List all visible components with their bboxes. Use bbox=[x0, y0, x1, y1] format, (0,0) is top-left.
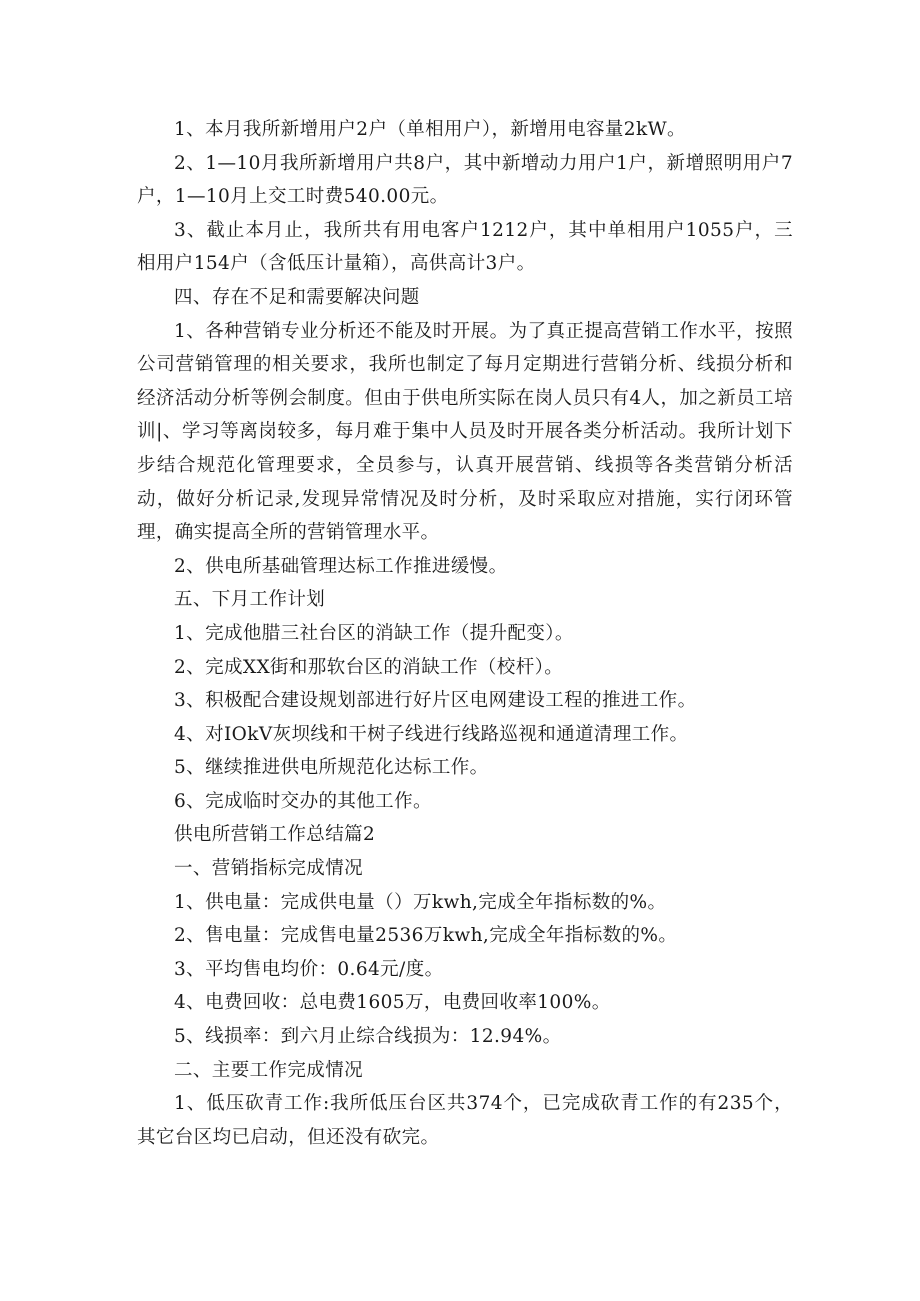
paragraph: 1、供电量：完成供电量（）万kwh,完成全年指标数的%。 bbox=[174, 891, 667, 913]
section-heading: 四、存在不足和需要解决问题 bbox=[174, 286, 420, 308]
paragraph: 1、本月我所新增用户2户（单相用户），新增用电容量2kW。 bbox=[174, 119, 686, 140]
paragraph: 3、平均售电均价：0.64元/度。 bbox=[174, 958, 444, 980]
paragraph: 2、售电量：完成售电量2536万kwh,完成全年指标数的%。 bbox=[174, 925, 678, 947]
paragraph: 3、截止本月止，我所共有用电客户1212户，其中单相用户1055户，三相用户154户（含低压计量箱），高供高计3户。 bbox=[137, 219, 793, 275]
paragraph: 2、1—10月我所新增用户共8户，其中新增动力用户1户，新增照明用户7户，1—10月上交工时费540.00元。 bbox=[137, 152, 793, 208]
paragraph: 5、线损率：到六月止综合线损为：12.94%。 bbox=[174, 1026, 562, 1048]
document-body bbox=[137, 113, 793, 1154]
section-heading: 二、主要工作完成情况 bbox=[174, 1059, 364, 1081]
paragraph: 2、完成XX街和那软台区的消缺工作（校杆）。 bbox=[174, 656, 564, 678]
paragraph: 1、完成他腊三社台区的消缺工作（提升配变）。 bbox=[174, 622, 574, 644]
paragraph: 1、低压砍青工作:我所低压台区共374个，已完成砍青工作的有235个，其它台区均已启动，但还没有砍完。 bbox=[137, 1093, 793, 1148]
paragraph: 4、对IOkV灰坝线和干树子线进行线路巡视和通道清理工作。 bbox=[174, 723, 689, 745]
section-heading: 五、下月工作计划 bbox=[174, 589, 326, 611]
paragraph: 4、电费回收：总电费1605万，电费回收率100%。 bbox=[174, 992, 611, 1014]
paragraph: 1、各种营销专业分析还不能及时开展。为了真正提高营销工作水平，按照公司营销管理的相关要求，我所也制定了每月定期进行营销分析、线损分析和经济活动分析等例会制度。但由于供电所实际在岗人员只有4人，加之新员工培训|、学习等离岗较多，每月难于集中人员及时开展各类分析活动。我所计划下步结合规范化管理要求，全员参与，认真开展营销、线损等各类营销分析活动，做好分析记录,发现异常情况及时分析，及时采取应对措施，实行闭环管理，确实提高全所的营销管理水平。 bbox=[137, 320, 793, 544]
paragraph: 5、继续推进供电所规范化达标工作。 bbox=[174, 757, 489, 779]
document-title: 供电所营销工作总结篇2 bbox=[174, 824, 376, 846]
paragraph: 2、供电所基础管理达标工作推进缓慢。 bbox=[174, 555, 508, 577]
section-heading: 一、营销指标完成情况 bbox=[174, 858, 364, 880]
paragraph: 6、完成临时交办的其他工作。 bbox=[174, 790, 432, 812]
paragraph: 3、积极配合建设规划部进行好片区电网建设工程的推进工作。 bbox=[174, 690, 697, 712]
